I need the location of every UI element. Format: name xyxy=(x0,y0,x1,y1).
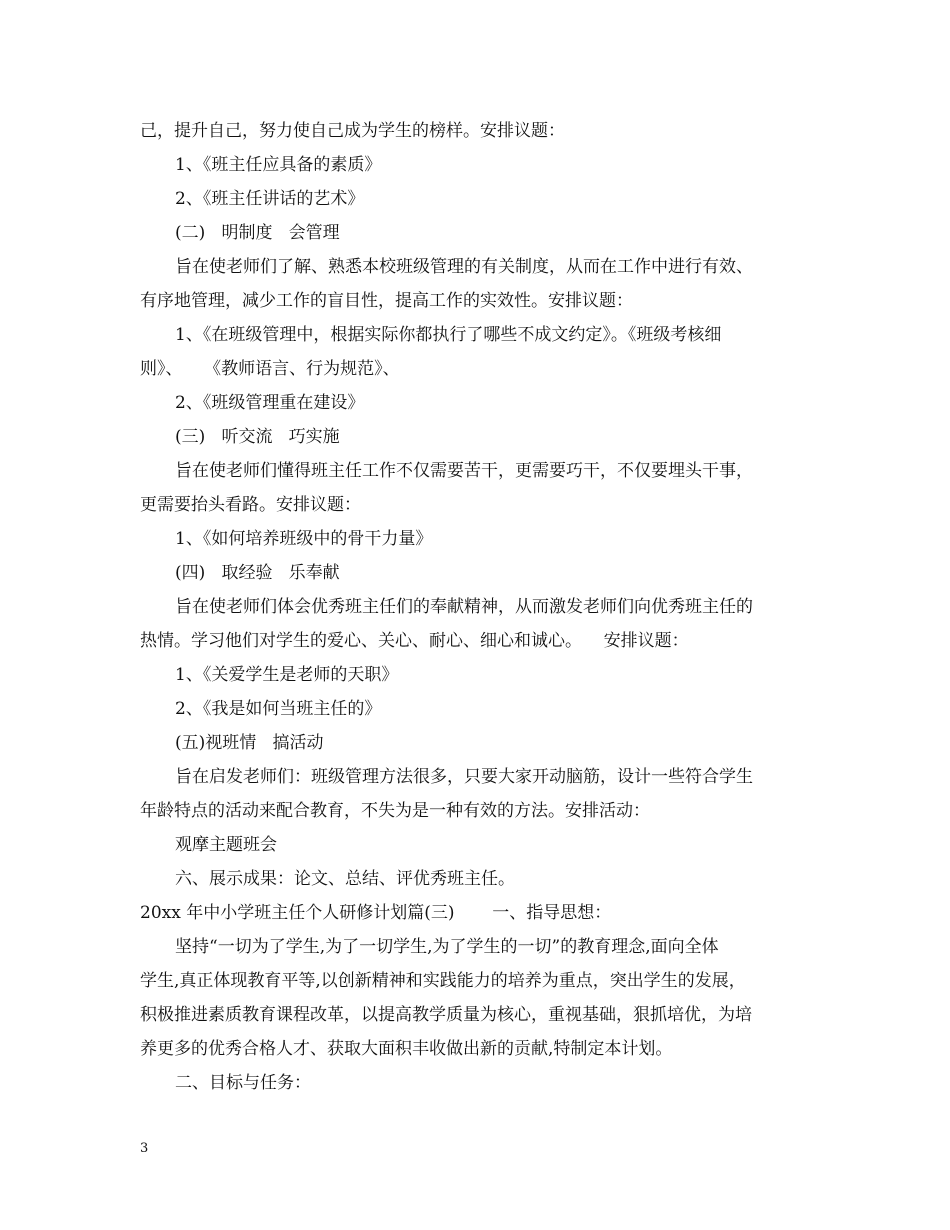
paragraph-line: 旨在使老师们懂得班主任工作不仅需要苦干，更需要巧干，不仅要埋头干事， xyxy=(175,461,753,481)
paragraph-line: 旨在使老师们体会优秀班主任们的奉献精神，从而激发老师们向优秀班主任的 xyxy=(175,597,753,617)
paragraph-line: 坚持“一切为了学生,为了一切学生,为了学生的一切”的教育理念,面向全体 xyxy=(175,937,719,957)
paragraph-line: 更需要抬头看路。安排议题： xyxy=(140,495,361,515)
paragraph-line: 热情。学习他们对学生的爱心、关心、耐心、细心和诚心。 安排议题： xyxy=(140,631,689,651)
paragraph-line: 学生,真正体现教育平等,以创新精神和实践能力的培养为重点，突出学生的发展， xyxy=(140,971,746,991)
agenda-item: 1、《在班级管理中，根据实际你都执行了哪些不成文约定》。《班级考核细 xyxy=(175,325,722,345)
section-heading: (四) 取经验 乐奉献 xyxy=(175,563,340,583)
section-heading: 二、目标与任务： xyxy=(175,1073,311,1093)
section-heading: (三) 听交流 巧实施 xyxy=(175,427,340,447)
agenda-item: 1、《如何培养班级中的骨干力量》 xyxy=(175,529,433,549)
agenda-item: 2、《我是如何当班主任的》 xyxy=(175,699,382,719)
paragraph-line: 年龄特点的活动来配合教育，不失为是一种有效的方法。安排活动： xyxy=(140,801,650,821)
section-heading: 六、展示成果：论文、总结、评优秀班主任。 xyxy=(175,869,515,889)
paragraph-line: 旨在启发老师们：班级管理方法很多，只要大家开动脑筋，设计一些符合学生 xyxy=(175,767,753,787)
section-heading: (五)视班情 搞活动 xyxy=(175,733,324,753)
agenda-item: 2、《班主任讲话的艺术》 xyxy=(175,189,365,209)
activity-item: 观摩主题班会 xyxy=(175,835,277,855)
paragraph-line: 积极推进素质教育课程改革，以提高教学质量为核心，重视基础，狠抓培优，为培 xyxy=(140,1005,752,1025)
paragraph-line: 养更多的优秀合格人才、获取大面积丰收做出新的贡献,特制定本计划。 xyxy=(140,1039,673,1059)
paragraph-line: 旨在使老师们了解、熟悉本校班级管理的有关制度，从而在工作中进行有效、 xyxy=(175,257,753,277)
paragraph-line: 己，提升自己，努力使自己成为学生的榜样。安排议题： xyxy=(140,121,565,141)
plan-title-line: 20xx 年中小学班主任个人研修计划篇(三) 一、指导思想： xyxy=(140,903,612,923)
agenda-item: 1、《班主任应具备的素质》 xyxy=(175,155,382,175)
agenda-item: 2、《班级管理重在建设》 xyxy=(175,393,365,413)
agenda-item: 1、《关爱学生是老师的天职》 xyxy=(175,665,399,685)
section-heading: (二) 明制度 会管理 xyxy=(175,223,340,243)
paragraph-line: 有序地管理，减少工作的盲目性，提高工作的实效性。安排议题： xyxy=(140,291,633,311)
page-number: 3 xyxy=(140,1141,149,1156)
paragraph-line: 则》、 《教师语言、行为规范》、 xyxy=(140,359,400,379)
